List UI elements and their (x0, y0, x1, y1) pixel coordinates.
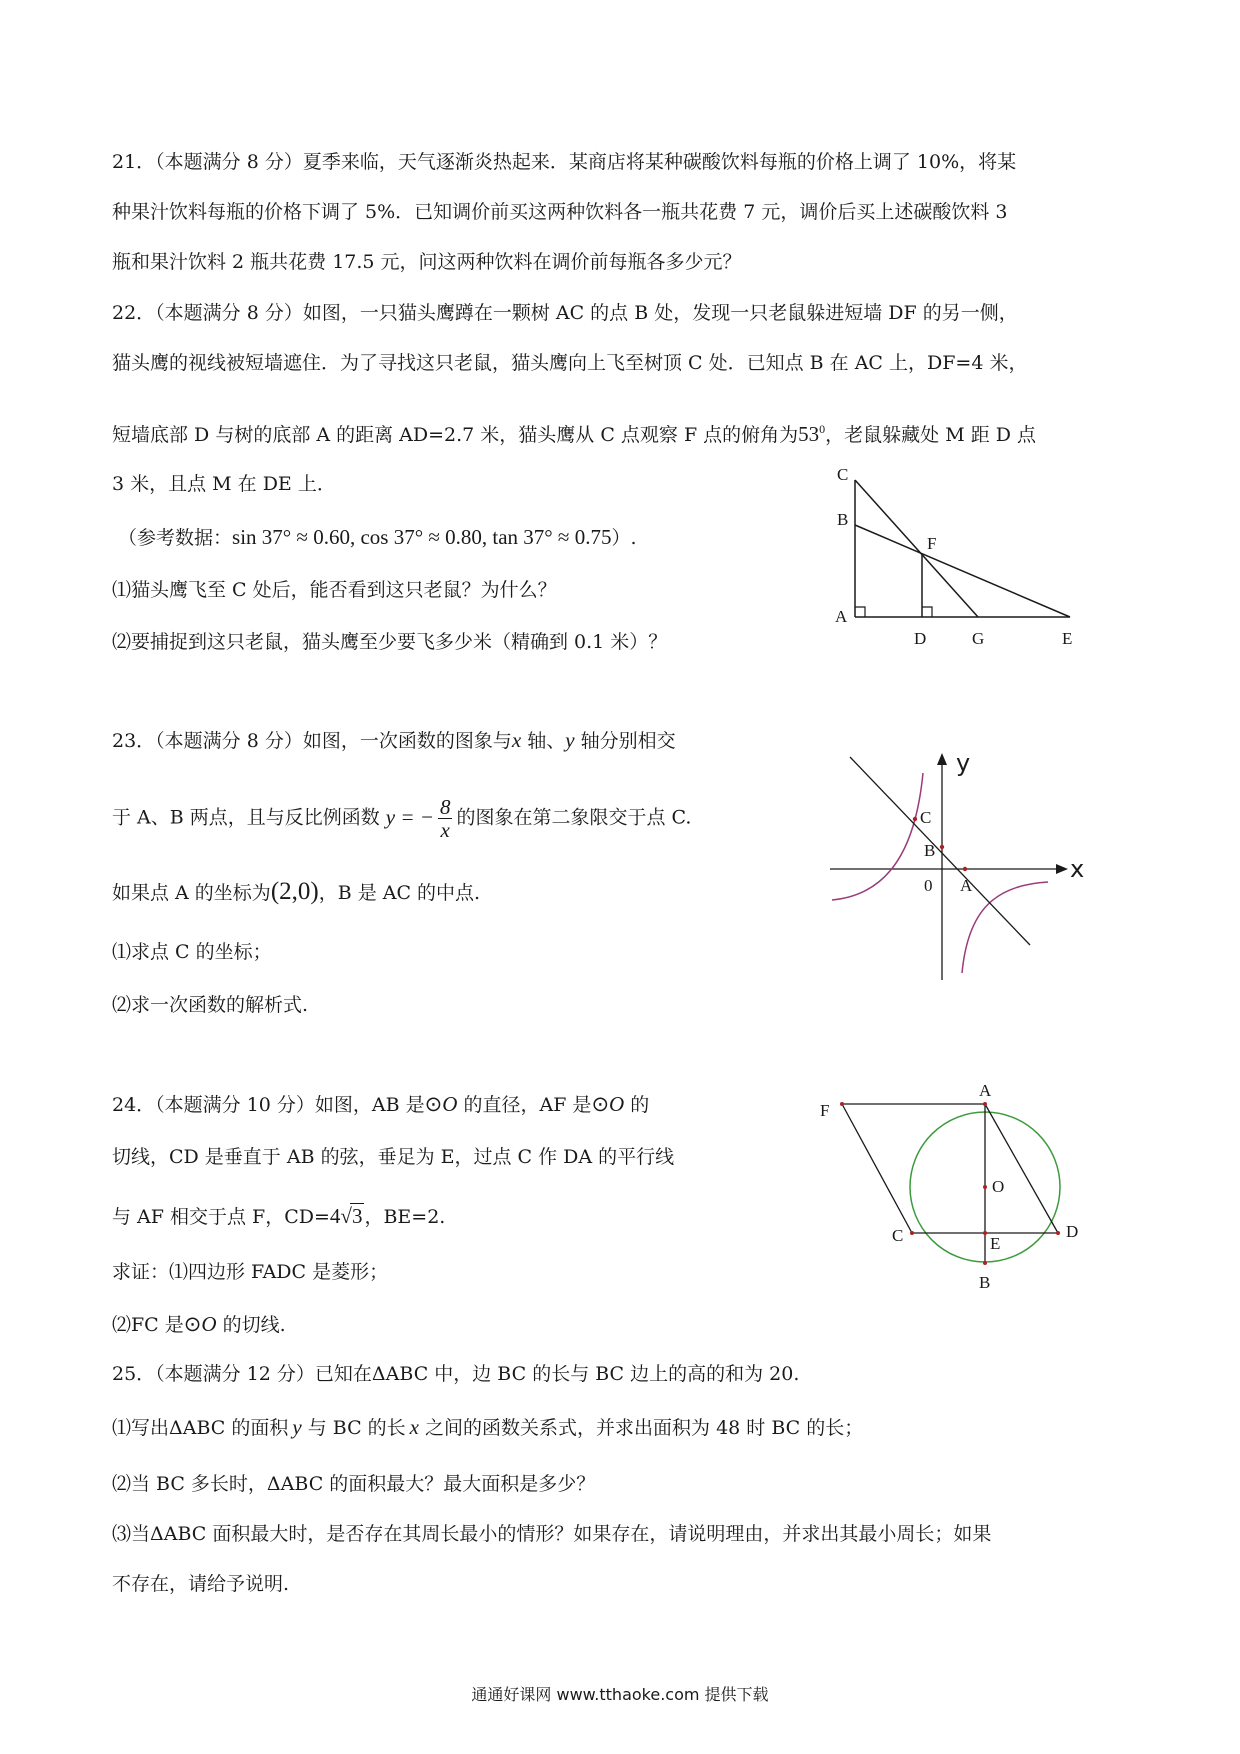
q23-part-2: ⑵求一次函数的解析式. (112, 994, 309, 1016)
origin-label: 0 (924, 876, 933, 895)
q25-part-3: ⑶当ΔABC 面积最大时，是否存在其周长最小的情形？如果存在，请说明理由，并求出其最小周长；如果 (112, 1523, 992, 1545)
q22-line-3b: ，老鼠躲藏处 M 距 D 点 (825, 424, 1037, 446)
q25-part-1: ⑴写出ΔABC 的面积 y 与 BC 的长 x 之间的函数关系式，并求出面积为 48 时 BC 的长； (112, 1415, 864, 1439)
q24-part-1: 求证：⑴四边形 FADC 是菱形； (112, 1261, 389, 1283)
label-c: C (892, 1226, 904, 1245)
q22-line-3a: 短墙底部 D 与树的底部 A 的距离 AD=2.7 米，猫头鹰从 C 点观察 F 点的俯角为 (112, 424, 799, 446)
q24-line-3: 与 AF 相交于点 F，CD=4√3 ，BE=2. (112, 1204, 446, 1228)
q25-part-2: ⑵当 BC 多长时，ΔABC 的面积最大？最大面积是多少？ (112, 1473, 596, 1495)
q24-part-2: ⑵FC 是⊙O 的切线. (112, 1312, 286, 1336)
footer-download-note: 通通好课网 www.tthaoke.com 提供下载 (471, 1685, 769, 1704)
q23-part-1: ⑴求点 C 的坐标； (112, 941, 272, 963)
label-a: A (835, 607, 848, 626)
label-f: F (820, 1101, 830, 1120)
label-c: C (837, 465, 849, 484)
angle-53: $53^0$ (798, 422, 826, 446)
q22-line-4: 3 米，且点 M 在 DE 上． (112, 473, 336, 495)
q22-line-2: 猫头鹰的视线被短墙遮住．为了寻找这只老鼠，猫头鹰向上飞至树顶 C 处．已知点 B 在 AC 上，DF=4 米， (112, 352, 1028, 374)
circle-rhombus-figure (820, 1075, 1100, 1295)
q24-line-2: 切线，CD 是垂直于 AB 的弦，垂足为 E，过点 C 作 DA 的平行线 (112, 1146, 675, 1168)
label-a: A (979, 1081, 992, 1100)
fraction-8-over-x: $\frac{8}{x}$ (439, 795, 451, 842)
q21-line-2: 种果汁饮料每瓶的价格下调了 5%．已知调价前买这两种饮料各一瓶共花费 7 元，调价后买上述碳酸饮料 3 (112, 201, 1008, 223)
q22-reference-data: （参考数据：sin 37° ≈ 0.60, cos 37° ≈ 0.80, tan 37° ≈ 0.75）. (118, 525, 637, 549)
label-e: E (990, 1234, 1001, 1253)
q24-line-1: 24．（本题满分 10 分）如图，AB 是⊙O 的直径，AF 是⊙O 的 (112, 1092, 650, 1116)
label-o: O (992, 1177, 1005, 1196)
axis-label-x: x (1070, 855, 1085, 883)
label-f: F (927, 534, 937, 553)
q22-part-1: ⑴猫头鹰飞至 C 处后，能否看到这只老鼠？为什么？ (112, 579, 557, 601)
label-d: D (914, 629, 927, 648)
q23-line-1: 23．（本题满分 8 分）如图，一次函数的图象与x 轴、y 轴分别相交 (112, 728, 676, 752)
q22-part-2: ⑵要捕捉到这只老鼠，猫头鹰至少要飞多少米（精确到 0.1 米）？ (112, 631, 668, 653)
owl-tree-figure (830, 465, 1090, 655)
point-label-b: B (924, 841, 936, 860)
function-graph-figure (830, 745, 1100, 985)
label-b: B (837, 510, 849, 529)
q21-line-3: 瓶和果汁饮料 2 瓶共花费 17.5 元，问这两种饮料在调价前每瓶各多少元？ (112, 251, 742, 273)
point-label-a: A (960, 876, 973, 895)
label-g: G (972, 629, 985, 648)
q23-line-3: 如果点 A 的坐标为(2,0)，B 是 AC 的中点. (112, 878, 481, 905)
q21-line-1: 21．（本题满分 8 分）夏季来临，天气逐渐炎热起来．某商店将某种碳酸饮料每瓶的价格上调了 10%，将某 (112, 151, 1017, 173)
axis-label-y: y (956, 749, 971, 777)
label-b: B (979, 1273, 991, 1292)
label-d: D (1066, 1222, 1079, 1241)
q22-line-3 (112, 417, 1036, 447)
point-label-c: C (920, 808, 932, 827)
q25-line-1: 25．（本题满分 12 分）已知在ΔABC 中，边 BC 的长与 BC 边上的高的和为 20. (112, 1363, 800, 1385)
q22-line-1: 22．（本题满分 8 分）如图，一只猫头鹰蹲在一颗树 AC 的点 B 处，发现一只老鼠躲进短墙 DF 的另一侧， (112, 302, 1018, 324)
q25-part-3-cont: 不存在，请给予说明. (112, 1573, 290, 1595)
q23-line-2: 于 A、B 两点，且与反比例函数 y = − $\frac{8}{x}$ 的图象在第二象限交于点 C. (112, 795, 692, 842)
label-e: E (1062, 629, 1073, 648)
